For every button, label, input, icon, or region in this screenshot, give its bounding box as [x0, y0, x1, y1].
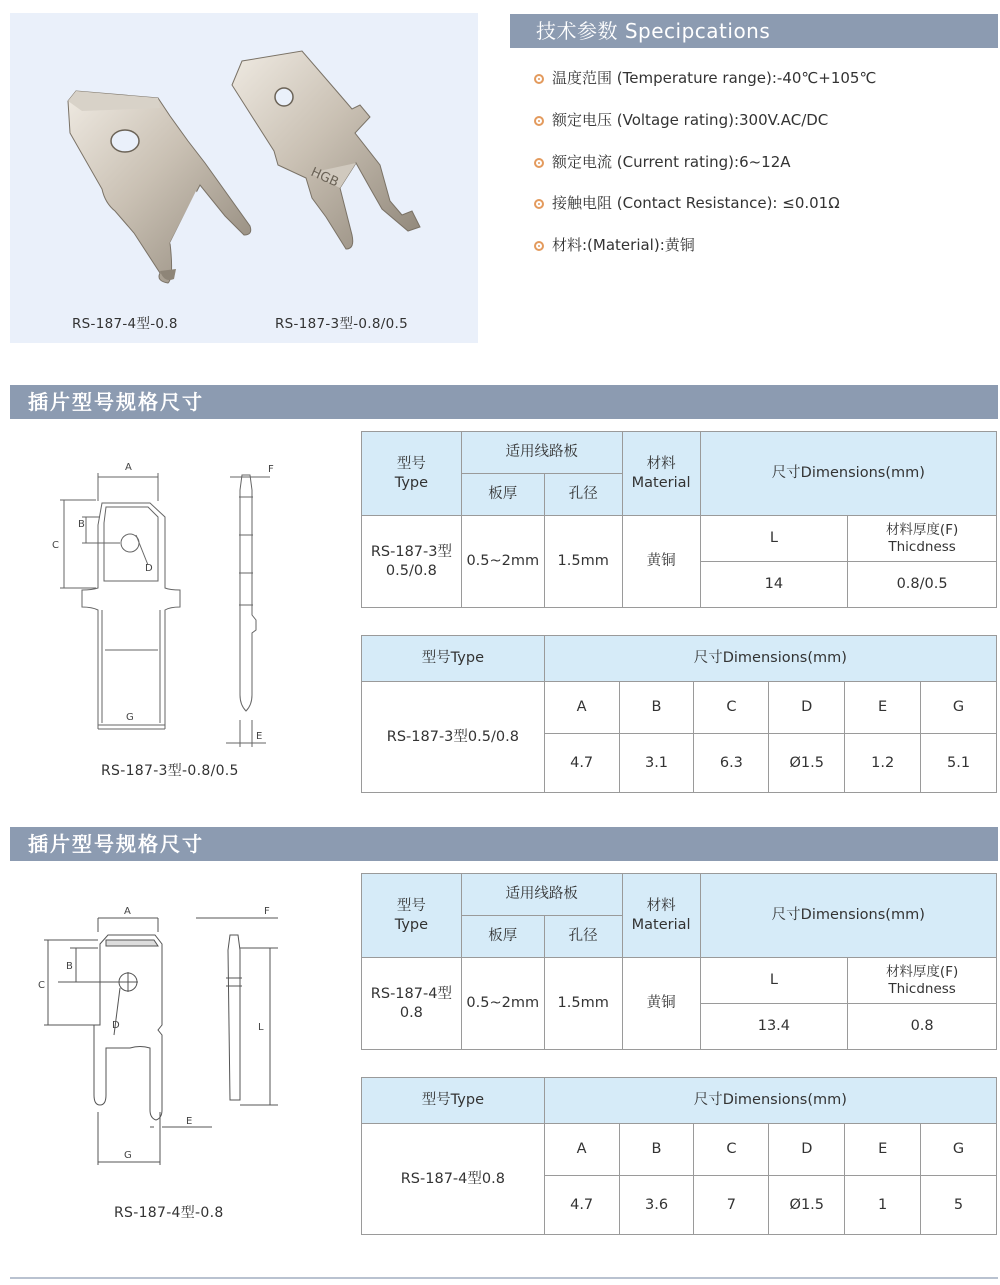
product-photo-panel [10, 13, 478, 343]
cell-board-thickness: 0.5~2mm [461, 516, 544, 608]
cell-model: RS-187-3型 0.5/0.8 [362, 516, 462, 608]
cell-a: 4.7 [544, 734, 619, 793]
specifications-header: 技术参数 Specipcations [510, 14, 998, 48]
col-header-d: D [769, 1124, 845, 1176]
dim-label-a: A [125, 462, 132, 473]
bottom-divider [10, 1277, 998, 1279]
dim-label-c: C [52, 540, 59, 551]
col-header-a: A [544, 1124, 619, 1176]
header-dimensions: 尺寸Dimensions(mm) [700, 432, 996, 516]
col-header-c: C [694, 682, 769, 734]
dim-label-b: B [78, 519, 85, 530]
dim-label-b: B [66, 961, 73, 972]
dim-label-l: L [258, 1022, 264, 1033]
bullet-icon [534, 158, 544, 168]
dim-label-f: F [268, 464, 274, 475]
header-material-thickness: 材料厚度(F) Thicdness [848, 516, 997, 562]
dim-label-g: G [124, 1150, 132, 1161]
header-hole-diameter: 孔径 [544, 474, 622, 516]
cell-material-thickness: 0.8/0.5 [848, 562, 997, 608]
cell-material: 黄铜 [622, 516, 700, 608]
header-hole-diameter: 孔径 [544, 916, 622, 958]
cell-board-thickness: 0.5~2mm [461, 958, 544, 1050]
spec-item-material [534, 235, 695, 255]
dimension-table-rs-187-3 [361, 635, 997, 793]
header-pcb: 适用线路板 [461, 432, 622, 474]
cell-c: 6.3 [694, 734, 769, 793]
cell-hole-diameter: 1.5mm [544, 516, 622, 608]
header-material: 材料 Material [622, 432, 700, 516]
cell-d: Ø1.5 [769, 734, 845, 793]
col-header-a: A [544, 682, 619, 734]
header-dimensions: 尺寸Dimensions(mm) [700, 874, 996, 958]
cell-e: 1 [845, 1176, 921, 1235]
header-type: 型号 Type [362, 874, 462, 958]
dim-label-e: E [186, 1116, 193, 1127]
cell-l: 13.4 [700, 1004, 848, 1050]
spec-table-rs-187-3 [361, 431, 997, 608]
spec-text: 额定电流 (Current rating):6~12A [552, 153, 791, 171]
dim-label-a: A [124, 906, 131, 917]
spec-text: 材料:(Material):黄铜 [552, 236, 695, 254]
header-l: L [700, 516, 848, 562]
spec-table-rs-187-4 [361, 873, 997, 1050]
terminal-stamp-text: HGB [308, 164, 341, 191]
terminal-left-image [68, 91, 251, 283]
spec-item-resistance [534, 193, 840, 213]
col-header-b: B [619, 1124, 694, 1176]
drawing-caption-rs-187-4: RS-187-4型-0.8 [114, 1205, 224, 1221]
col-header-e: E [845, 682, 921, 734]
header-board-thickness: 板厚 [461, 916, 544, 958]
cell-model: RS-187-4型0.8 [362, 1124, 545, 1235]
terminal-photo [10, 13, 478, 343]
bullet-icon [534, 241, 544, 251]
spec-item-current [534, 152, 791, 172]
header-dimensions: 尺寸Dimensions(mm) [544, 1078, 996, 1124]
bullet-icon [534, 74, 544, 84]
bullet-icon [534, 199, 544, 209]
header-type: 型号 Type [362, 432, 462, 516]
cell-material: 黄铜 [622, 958, 700, 1050]
spec-item-temperature [534, 68, 876, 88]
cell-hole-diameter: 1.5mm [544, 958, 622, 1050]
cell-b: 3.1 [619, 734, 694, 793]
header-board-thickness: 板厚 [461, 474, 544, 516]
dim-label-c: C [38, 980, 45, 991]
cell-model: RS-187-4型 0.8 [362, 958, 462, 1050]
spec-text: 温度范围 (Temperature range):-40℃+105℃ [552, 69, 877, 87]
dim-label-e: E [256, 731, 263, 742]
terminal-right-image [232, 51, 420, 249]
cell-b: 3.6 [619, 1176, 694, 1235]
header-type: 型号Type [362, 636, 545, 682]
dim-label-g: G [126, 712, 134, 723]
section-2-header: 插片型号规格尺寸 [10, 827, 998, 861]
col-header-g: G [921, 1124, 997, 1176]
cell-d: Ø1.5 [769, 1176, 845, 1235]
cell-model: RS-187-3型0.5/0.8 [362, 682, 545, 793]
col-header-d: D [769, 682, 845, 734]
header-type: 型号Type [362, 1078, 545, 1124]
header-material-thickness: 材料厚度(F) Thicdness [848, 958, 997, 1004]
cell-a: 4.7 [544, 1176, 619, 1235]
cell-e: 1.2 [845, 734, 921, 793]
photo-caption-left: RS-187-4型-0.8 [72, 316, 178, 332]
col-header-g: G [921, 682, 997, 734]
cell-g: 5.1 [921, 734, 997, 793]
cell-g: 5 [921, 1176, 997, 1235]
section-1-header: 插片型号规格尺寸 [10, 385, 998, 419]
drawing-caption-rs-187-3: RS-187-3型-0.8/0.5 [101, 763, 239, 779]
cell-material-thickness: 0.8 [848, 1004, 997, 1050]
drawing-rs-187-3 [40, 455, 300, 750]
col-header-b: B [619, 682, 694, 734]
spec-text: 接触电阻 (Contact Resistance): ≤0.01Ω [552, 194, 840, 212]
photo-caption-right: RS-187-3型-0.8/0.5 [275, 316, 409, 332]
col-header-c: C [694, 1124, 769, 1176]
dim-label-d: D [112, 1020, 120, 1031]
dim-label-f: F [264, 906, 270, 917]
bullet-icon [534, 116, 544, 126]
header-dimensions: 尺寸Dimensions(mm) [544, 636, 996, 682]
dim-label-d: D [145, 563, 153, 574]
cell-c: 7 [694, 1176, 769, 1235]
header-material: 材料 Material [622, 874, 700, 958]
header-pcb: 适用线路板 [461, 874, 622, 916]
spec-text: 额定电压 (Voltage rating):300V.AC/DC [552, 111, 829, 129]
header-l: L [700, 958, 848, 1004]
spec-item-voltage [534, 110, 828, 130]
cell-l: 14 [700, 562, 848, 608]
drawing-rs-187-4 [30, 900, 290, 1175]
col-header-e: E [845, 1124, 921, 1176]
dimension-table-rs-187-4 [361, 1077, 997, 1235]
